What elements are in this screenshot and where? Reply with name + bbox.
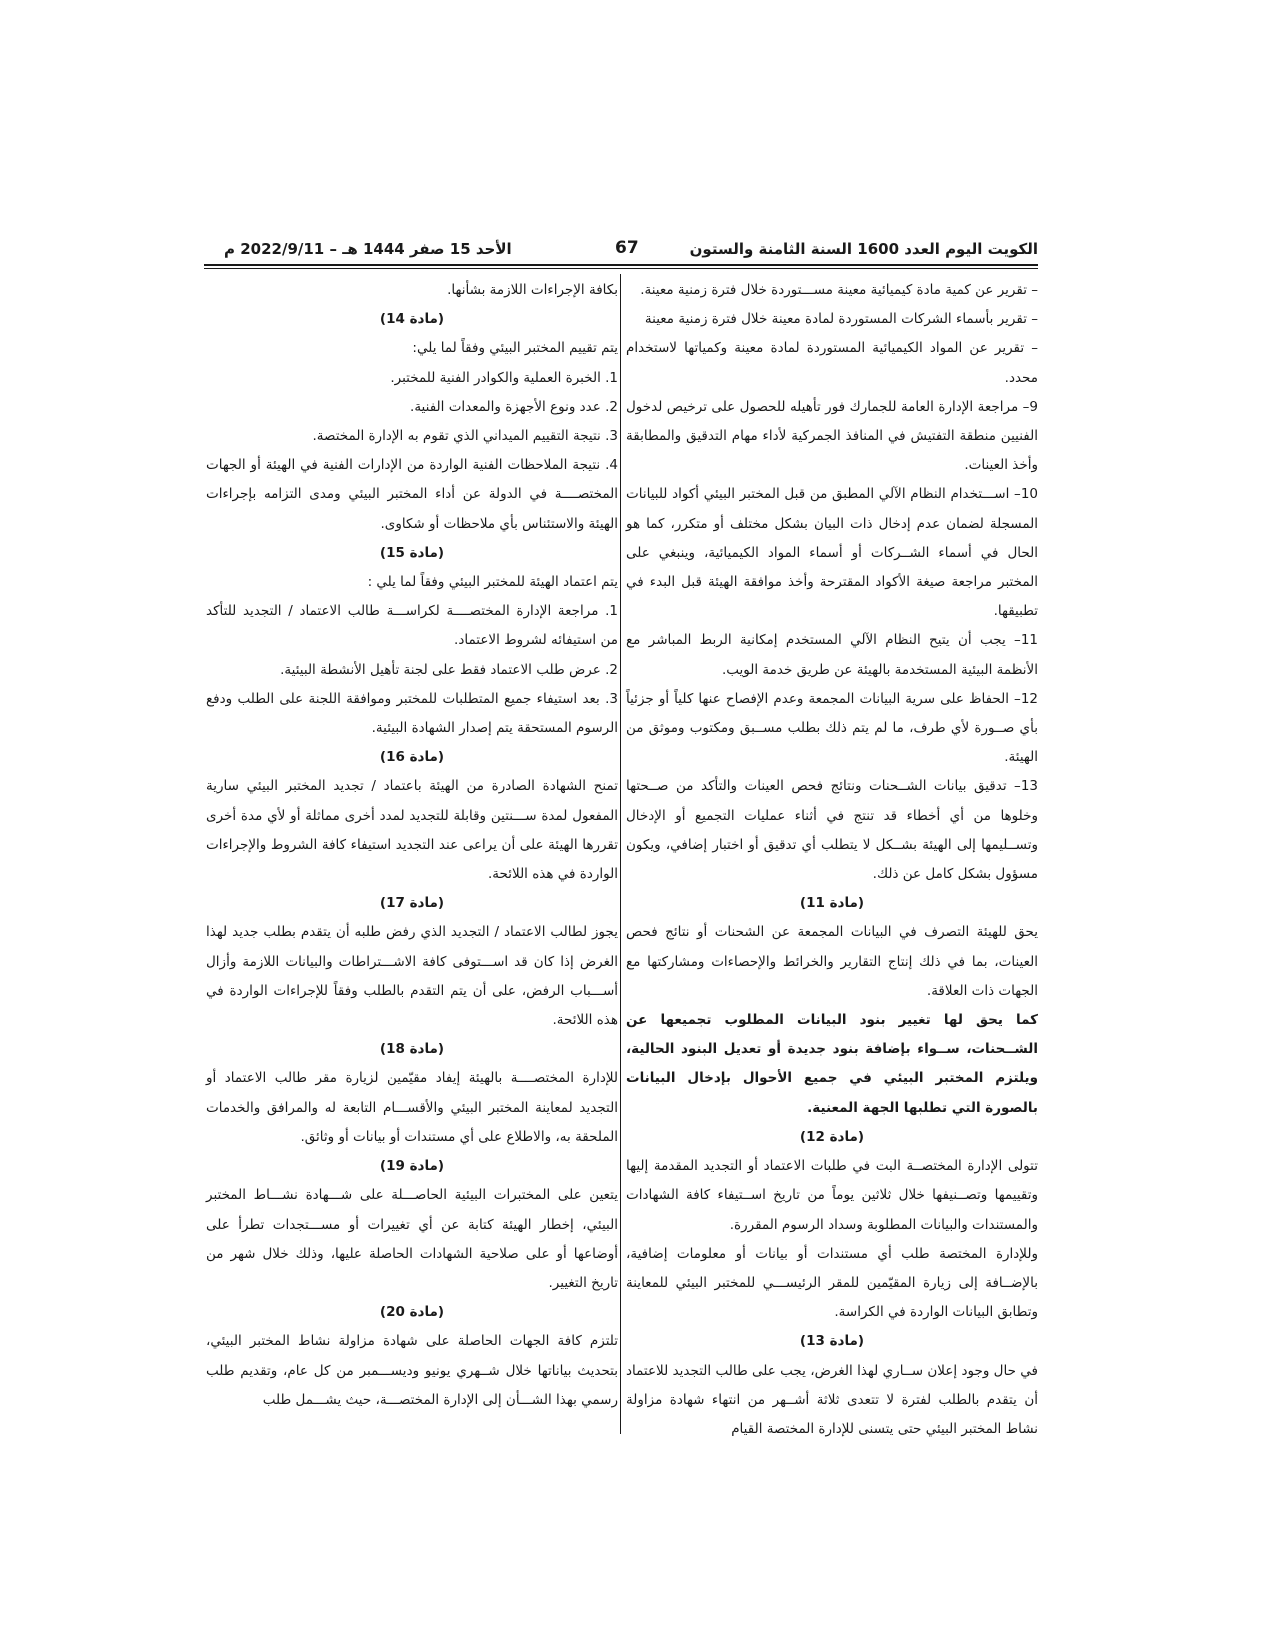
paragraph: 9– مراجعة الإدارة العامة للجمارك فور تأهيله للحصول على ترخيص لدخول الفنيين منطقة التفتيش في المنافذ الجمركية لأداء مهام التدقيق والمطابقة وأخذ العينات. bbox=[626, 398, 1038, 474]
article-heading bbox=[206, 1152, 618, 1181]
article-heading bbox=[626, 889, 1038, 918]
paragraph: يحق للهيئة التصرف في البيانات المجمعة عن الشحنات أو نتائج فحص العينات، بما في ذلك إنتاج التقارير والخرائط والإحصاءات ومشاركتها مع الجهات ذات العلاقة. bbox=[626, 924, 1038, 999]
article-heading bbox=[206, 1035, 618, 1064]
list-item: 1. الخبرة العملية والكوادر الفنية للمختبر. bbox=[390, 369, 618, 386]
paragraph: 13– تدقيق بيانات الشــحنات ونتائج فحص العينات والتأكد من صــحتها وخلوها من أي أخطاء قد تنتج في أثناء عمليات التجميع أو الإدخال وتســليمها إلى الهيئة بشــكل لا يتطلب أي تدقيق أو اختبار إضافي، ويكون مسؤول بشكل كامل عن ذلك. bbox=[626, 778, 1038, 883]
header-rule bbox=[204, 264, 1038, 266]
list-item: 3. بعد استيفاء جميع المتطلبات للمختبر وموافقة اللجنة على الطلب ودفع الرسوم المستحقة يتم إصدار الشهادة البيئية. bbox=[206, 690, 618, 737]
article-number: (مادة 19) bbox=[379, 1158, 445, 1175]
page-header bbox=[204, 236, 1038, 262]
article-number: (مادة 12) bbox=[799, 1128, 865, 1145]
article-number: (مادة 15) bbox=[379, 544, 445, 561]
paragraph: – تقرير عن المواد الكيميائية المستوردة لمادة معينة وكمياتها لاستخدام محدد. bbox=[626, 340, 1038, 386]
list-item: 4. نتيجة الملاحظات الفنية الواردة من الإدارات الفنية في الهيئة أو الجهات المختصــــة في الدولة عن أداء المختبر البيئي ومدى التزامه بإجراءات الهيئة والاستئناس بأي ملاحظات أو شكاوى. bbox=[206, 457, 618, 532]
left-column bbox=[206, 276, 618, 1415]
issue-date: الأحد 15 صفر 1444 هـ – 2022/9/11 م bbox=[224, 240, 512, 258]
article-number: (مادة 18) bbox=[379, 1041, 445, 1058]
list-item: 2. عدد ونوع الأجهزة والمعدات الفنية. bbox=[410, 398, 618, 415]
paragraph: تلتزم كافة الجهات الحاصلة على شهادة مزاولة نشاط المختبر البيئي، بتحديث بياناتها خلال شــهري يونيو وديســـمبر من كل عام، وتقديم طلب رسمي بهذا الشـــأن إلى الإدارة المختصـــة، حيث يشـــمل طلب bbox=[206, 1333, 618, 1408]
paragraph: بكافة الإجراءات اللازمة بشأنها. bbox=[447, 282, 618, 298]
header-rule-thin bbox=[204, 268, 1038, 269]
article-number: (مادة 16) bbox=[379, 749, 445, 766]
article-heading bbox=[206, 743, 618, 772]
article-heading bbox=[626, 1123, 1038, 1152]
paragraph: كما يحق لها تغيير بنود البيانات المطلوب تجميعها عن الشــحنات، ســواء بإضافة بنود جديدة أو تعديل البنود الحالية، ويلتزم المختبر البيئي في جميع الأحوال بإدخال البيانات بالصورة التي تطلبها الجهة المعنية. bbox=[626, 1012, 1038, 1116]
article-heading bbox=[206, 305, 618, 334]
paragraph: وللإدارة المختصة طلب أي مستندات أو بيانات أو معلومات إضافية، بالإضــافة إلى زيارة المقيّمين للمقر الرئيســـي للمختبر البيئي للمعاينة وتطابق البيانات الواردة في الكراسة. bbox=[626, 1245, 1038, 1321]
right-column bbox=[626, 276, 1038, 1444]
article-number: (مادة 14) bbox=[379, 311, 445, 328]
article-number: (مادة 17) bbox=[379, 895, 445, 912]
paragraph: في حال وجود إعلان ســاري لهذا الغرض، يجب على طالب التجديد للاعتماد أن يتقدم بالطلب لفترة لا تتعدى ثلاثة أشــهر من انتهاء شهادة مزاولة نشاط المختبر البيئي حتى يتسنى للإدارة المختصة القيام bbox=[626, 1362, 1038, 1437]
column-divider bbox=[620, 274, 621, 1434]
paragraph: تتولى الإدارة المختصــة البت في طلبات الاعتماد أو التجديد المقدمة إليها وتقييمها وتصــنيفها خلال ثلاثين يوماً من تاريخ اســتيفاء كافة الشهادات والمستندات والبيانات المطلوبة وسداد الرسوم المقررة. bbox=[626, 1158, 1038, 1233]
paragraph: يجوز لطالب الاعتماد / التجديد الذي رفض طلبه أن يتقدم بطلب جديد لهذا الغرض إذا كان قد اســـتوفى كافة الاشـــتراطات والبيانات اللازمة وأزال أســـباب الرفض، على أن يتم التقدم بالطلب وفقاً للإجراءات الواردة في هذه اللائحة. bbox=[206, 924, 618, 1029]
article-number: (مادة 20) bbox=[379, 1304, 445, 1321]
paragraph: 12– الحفاظ على سرية البيانات المجمعة وعدم الإفصاح عنها كلياً أو جزئياً بأي صــورة لأي طرف، ما لم يتم ذلك بطلب مســبق ومكتوب وموثق من الهيئة. bbox=[626, 690, 1038, 766]
publication-title: الكويت اليوم العدد 1600 السنة الثامنة والستون bbox=[689, 240, 1038, 258]
list-item: 2. عرض طلب الاعتماد فقط على لجنة تأهيل الأنشطة البيئية. bbox=[280, 661, 618, 678]
paragraph: – تقرير بأسماء الشركات المستوردة لمادة معينة خلال فترة زمنية معينة bbox=[644, 311, 1038, 328]
paragraph: يتعين على المختبرات البيئية الحاصـــلة على شـــهادة نشـــاط المختبر البيئي، إخطار الهيئة كتابة عن أي تغييرات أو مســـتجدات تطرأ على أوضاعها أو على صلاحية الشهادات الحاصلة عليها، وذلك خلال شهر من تاريخ التغيير. bbox=[206, 1187, 618, 1291]
page-number: 67 bbox=[615, 238, 639, 258]
list-item: 1. مراجعة الإدارة المختصــــة لكراســـة طالب الاعتماد / التجديد للتأكد من استيفائه لشروط الاعتماد. bbox=[206, 603, 618, 649]
paragraph: للإدارة المختصــــة بالهيئة إيفاد مقيّمين لزيارة مقر طالب الاعتماد أو التجديد لمعاينة المختبر البيئي والأقســـام التابعة له والمرافق والخدمات الملحقة به، والاطلاع على أي مستندات أو بيانات أو وثائق. bbox=[206, 1070, 618, 1145]
article-heading bbox=[626, 1327, 1038, 1356]
paragraph: – تقرير عن كمية مادة كيميائية معينة مســـتوردة خلال فترة زمنية معينة. bbox=[640, 282, 1038, 298]
article-heading bbox=[206, 1298, 618, 1327]
paragraph: 11– يجب أن يتيح النظام الآلي المستخدم إمكانية الربط المباشر مع الأنظمة البيئية المستخدمة بالهيئة عن طريق خدمة الويب. bbox=[626, 632, 1038, 678]
paragraph: يتم تقييم المختبر البيئي وفقاً لما يلي: bbox=[412, 340, 618, 357]
paragraph: 10– اســـتخدام النظام الآلي المطبق من قبل المختبر البيئي أكواد للبيانات المسجلة لضمان عدم إدخال ذات البيان بشكل مختلف أو متكرر، كما هو الحال في أسماء الشــركات أو أسماء المواد الكيميائية، وينبغي على المختبر مراجعة صيغة الأكواد المقترحة وأخذ موافقة الهيئة قبل البدء في تطبيقها. bbox=[626, 486, 1038, 620]
article-number: (مادة 11) bbox=[799, 895, 865, 912]
paragraph: تمنح الشهادة الصادرة من الهيئة باعتماد / تجديد المختبر البيئي سارية المفعول لمدة ســـنتين وقابلة للتجديد لمدد أخرى مماثلة أو لأي مدة أخرى تقررها الهيئة على أن يراعى عند التجديد استيفاء كافة الشروط والإجراءات الواردة في هذه اللائحة. bbox=[206, 778, 618, 883]
article-heading bbox=[206, 539, 618, 568]
article-number: (مادة 13) bbox=[799, 1333, 865, 1350]
paragraph: يتم اعتماد الهيئة للمختبر البيئي وفقاً لما يلي : bbox=[367, 574, 618, 591]
article-heading bbox=[206, 889, 618, 918]
list-item: 3. نتيجة التقييم الميداني الذي تقوم به الإدارة المختصة. bbox=[312, 428, 618, 445]
